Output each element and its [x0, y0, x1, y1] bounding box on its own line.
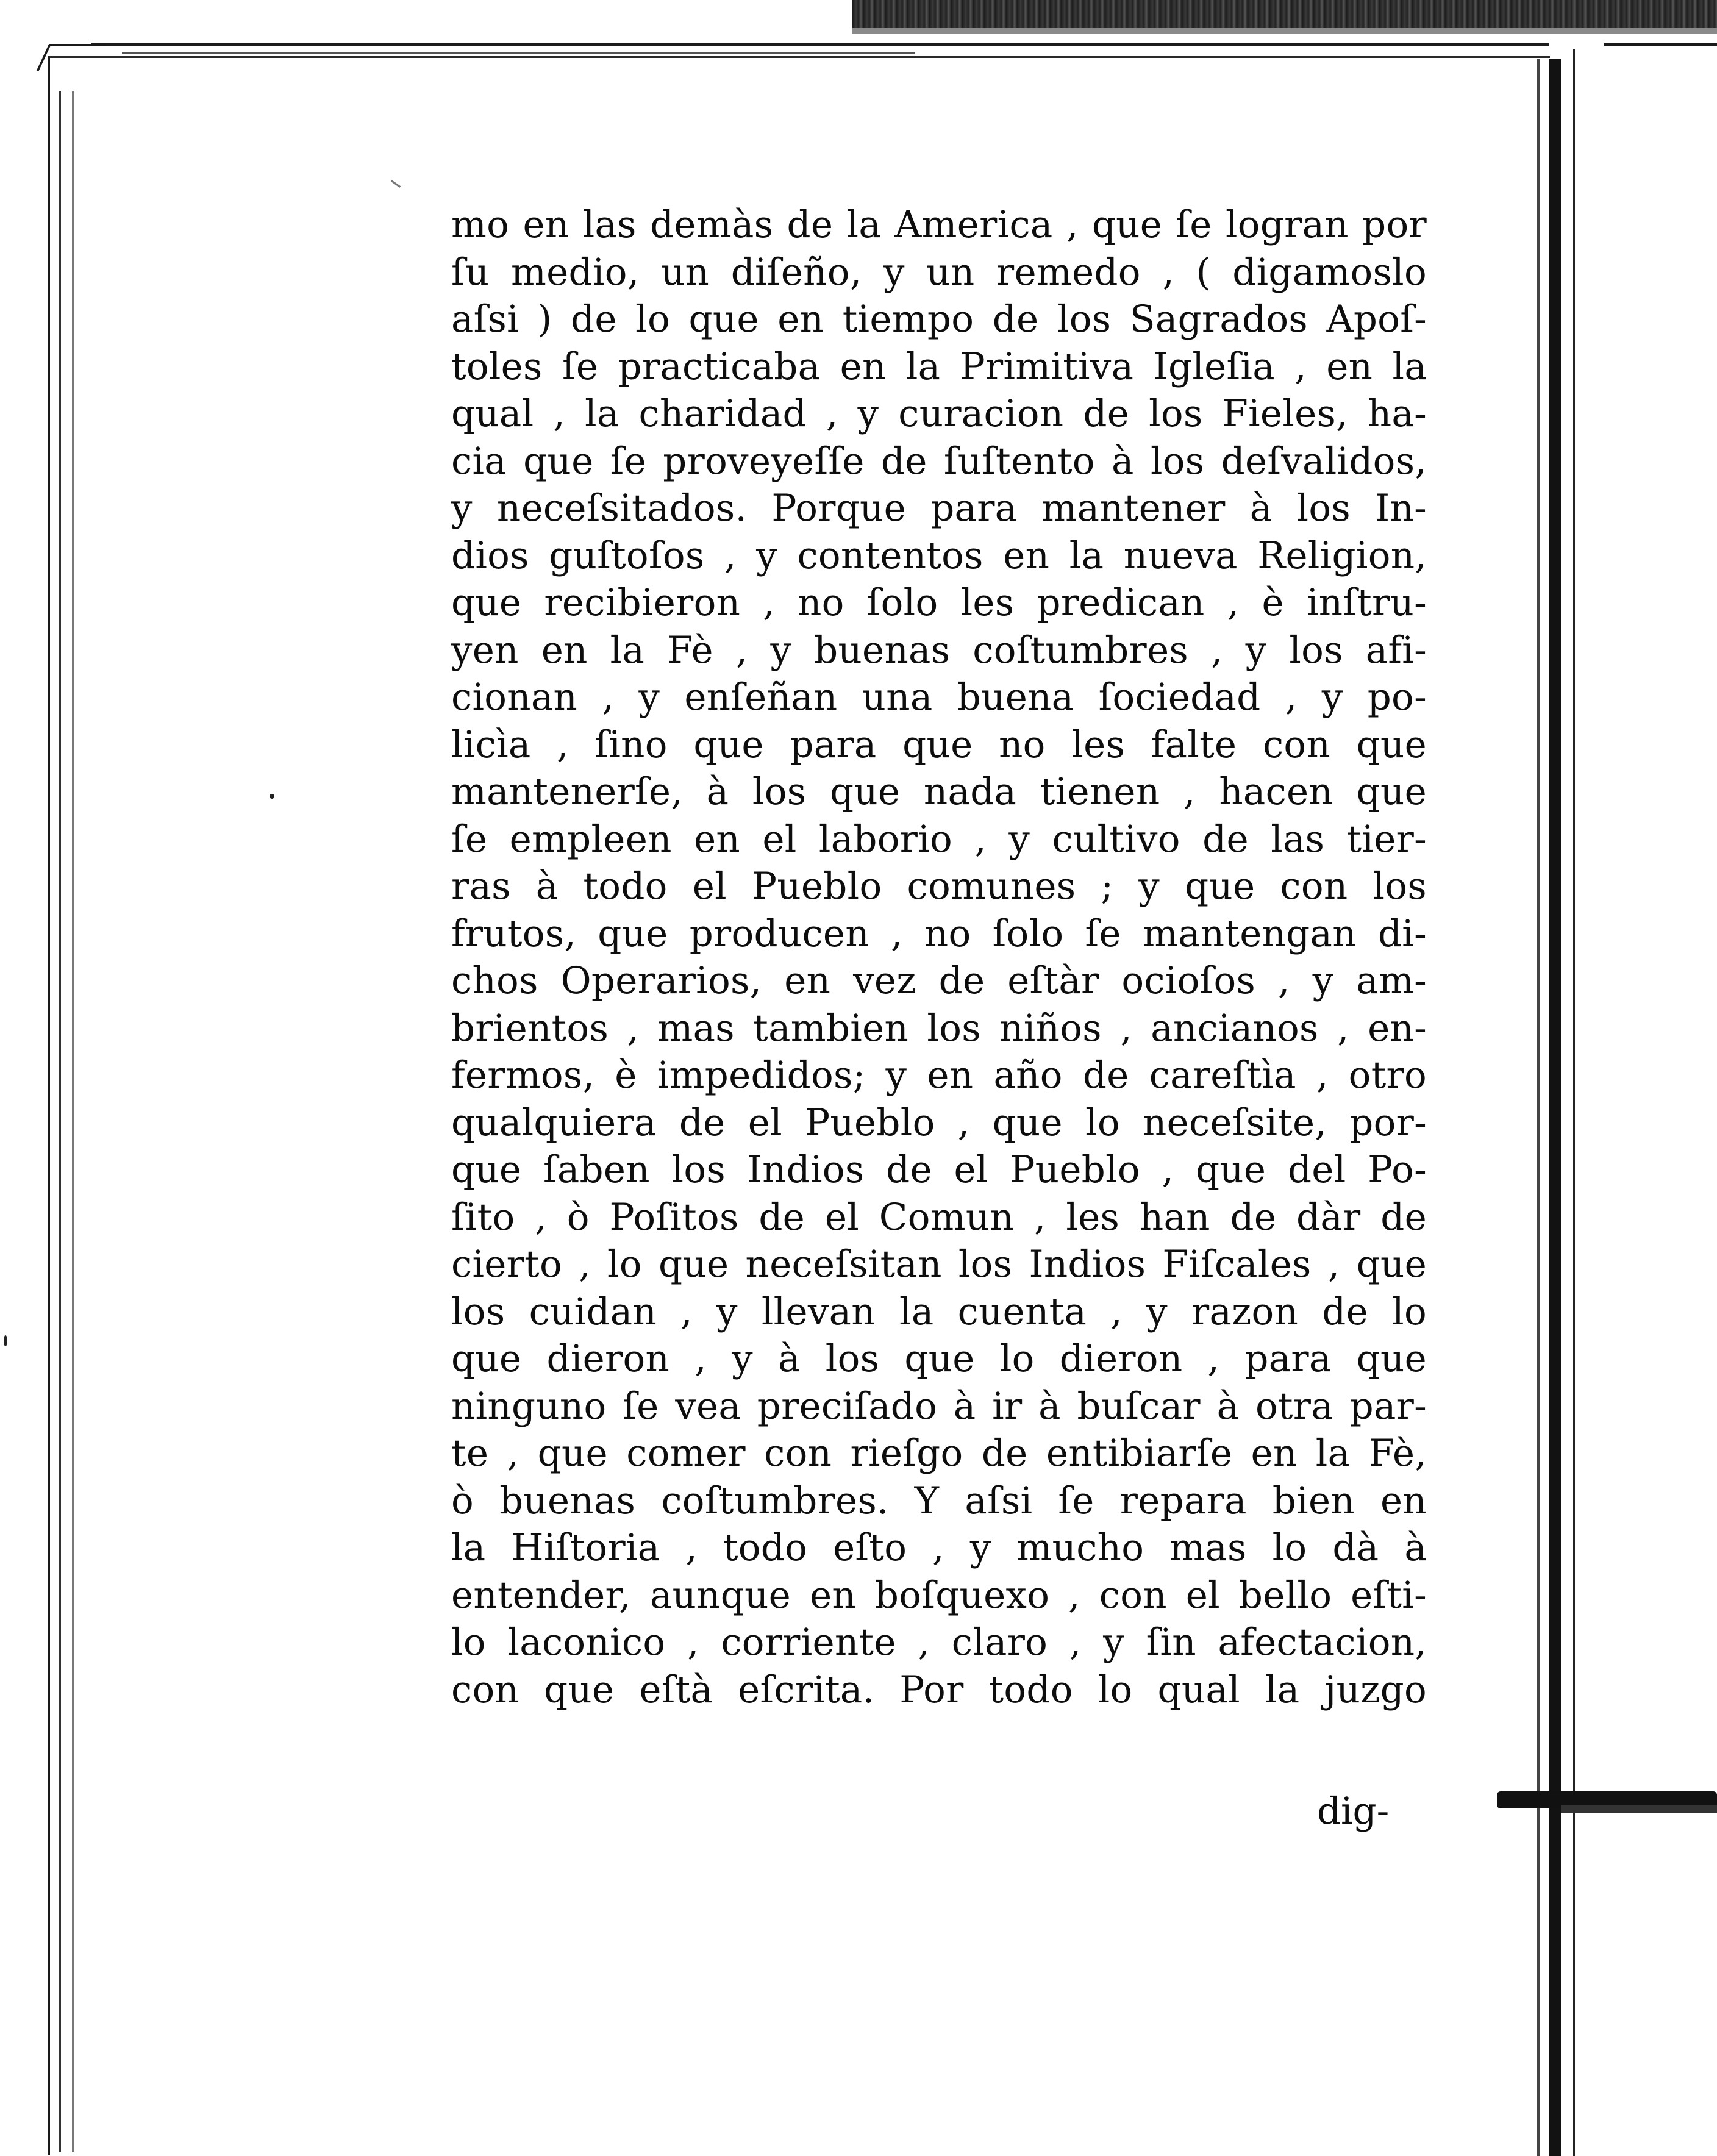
- page-left-edge: [59, 91, 61, 2152]
- text-line: entender, aunque en boſquexo , con el bello eſti-: [451, 1573, 1427, 1617]
- text-line: ſu medio, un diſeño, y un remedo , ( digamoslo: [451, 250, 1427, 294]
- text-line: ò buenas coſtumbres. Y aſsi ſe repara bien en: [451, 1479, 1427, 1522]
- facing-page: [1573, 49, 1717, 2156]
- ink-speck: [270, 794, 274, 799]
- page-top-edge: [91, 43, 1549, 46]
- text-line: te , que comer con rieſgo de entibiarſe en la Fè,: [451, 1432, 1427, 1475]
- text-line: lo laconico , corriente , claro , y ſin afectacion,: [451, 1621, 1427, 1664]
- text-line: que dieron , y à los que lo dieron , para que: [451, 1337, 1427, 1380]
- text-line: con que eſtà eſcrita. Por todo lo qual la juzgo: [451, 1668, 1427, 1712]
- text-line: qual , la charidad , y curacion de los Fieles, ha-: [451, 392, 1427, 435]
- text-line: cia que ſe proveyeſſe de ſuſtento à los deſvalidos,: [451, 439, 1427, 483]
- text-line: dios guſtoſos , y contentos en la nueva Religion,: [451, 534, 1427, 577]
- gutter-binding: [1549, 59, 1561, 2156]
- text-line: la Hiſtoria , todo eſto , y mucho mas lo dà à: [451, 1526, 1427, 1569]
- text-line: aſsi ) de lo que en tiempo de los Sagrados Apoſ-: [451, 298, 1427, 341]
- binding-strip: [852, 0, 1717, 28]
- body-text: [451, 201, 1427, 1713]
- text-line: los cuidan , y llevan la cuenta , y razon de lo: [451, 1290, 1427, 1333]
- text-line: toles ſe practicaba en la Primitiva Igleſia , en la: [451, 344, 1427, 388]
- text-line: que recibieron , no ſolo les predican , è inſtru-: [451, 581, 1427, 624]
- text-line: brientos , mas tambien los niños , ancianos , en-: [451, 1006, 1427, 1050]
- gutter-shadow: [1537, 59, 1540, 2156]
- text-line: fermos, è impedidos; y en año de careſtìa , otro: [451, 1054, 1427, 1097]
- text-line: ras à todo el Pueblo comunes ; y que con los: [451, 865, 1427, 908]
- page-left-edge-inner: [72, 91, 74, 2152]
- text-line: chos Operarios, en vez de eſtàr ocioſos , y am-: [451, 959, 1427, 1002]
- text-line: mantenerſe, à los que nada tienen , hacen que: [451, 770, 1427, 813]
- clip-bar-tail: [1561, 1805, 1717, 1813]
- text-line: ſe empleen en el laborio , y cultivo de las tier-: [451, 817, 1427, 861]
- text-line: cionan , y enſeñan una buena ſociedad , y po-: [451, 676, 1427, 719]
- facing-page-top-edge: [1604, 43, 1717, 46]
- binding-strip-shadow: [852, 28, 1717, 34]
- text-line: frutos, que producen , no ſolo ſe mantengan di-: [451, 912, 1427, 955]
- text-line: licìa , ſino que para que no les falte con que: [451, 723, 1427, 766]
- text-line: cierto , lo que neceſsitan los Indios Fiſcales , que: [451, 1243, 1427, 1286]
- catchword: dig-: [1317, 1790, 1390, 1833]
- text-line: ninguno ſe vea preciſado à ir à buſcar à otra par-: [451, 1384, 1427, 1428]
- text-line: y neceſsitados. Porque para mantener à los In-: [451, 487, 1427, 530]
- page-top-edge-inner: [122, 52, 915, 54]
- text-line: que ſaben los Indios de el Pueblo , que del Po-: [451, 1148, 1427, 1191]
- text-line: ſito , ò Poſitos de el Comun , les han de dàr de: [451, 1195, 1427, 1239]
- text-line: qualquiera de el Pueblo , que lo neceſsite, por-: [451, 1101, 1427, 1144]
- margin-mark: [4, 1335, 7, 1346]
- text-line: yen en la Fè , y buenas coſtumbres , y los afi-: [451, 628, 1427, 672]
- text-line: mo en las demàs de la America , que ſe logran por: [451, 203, 1427, 246]
